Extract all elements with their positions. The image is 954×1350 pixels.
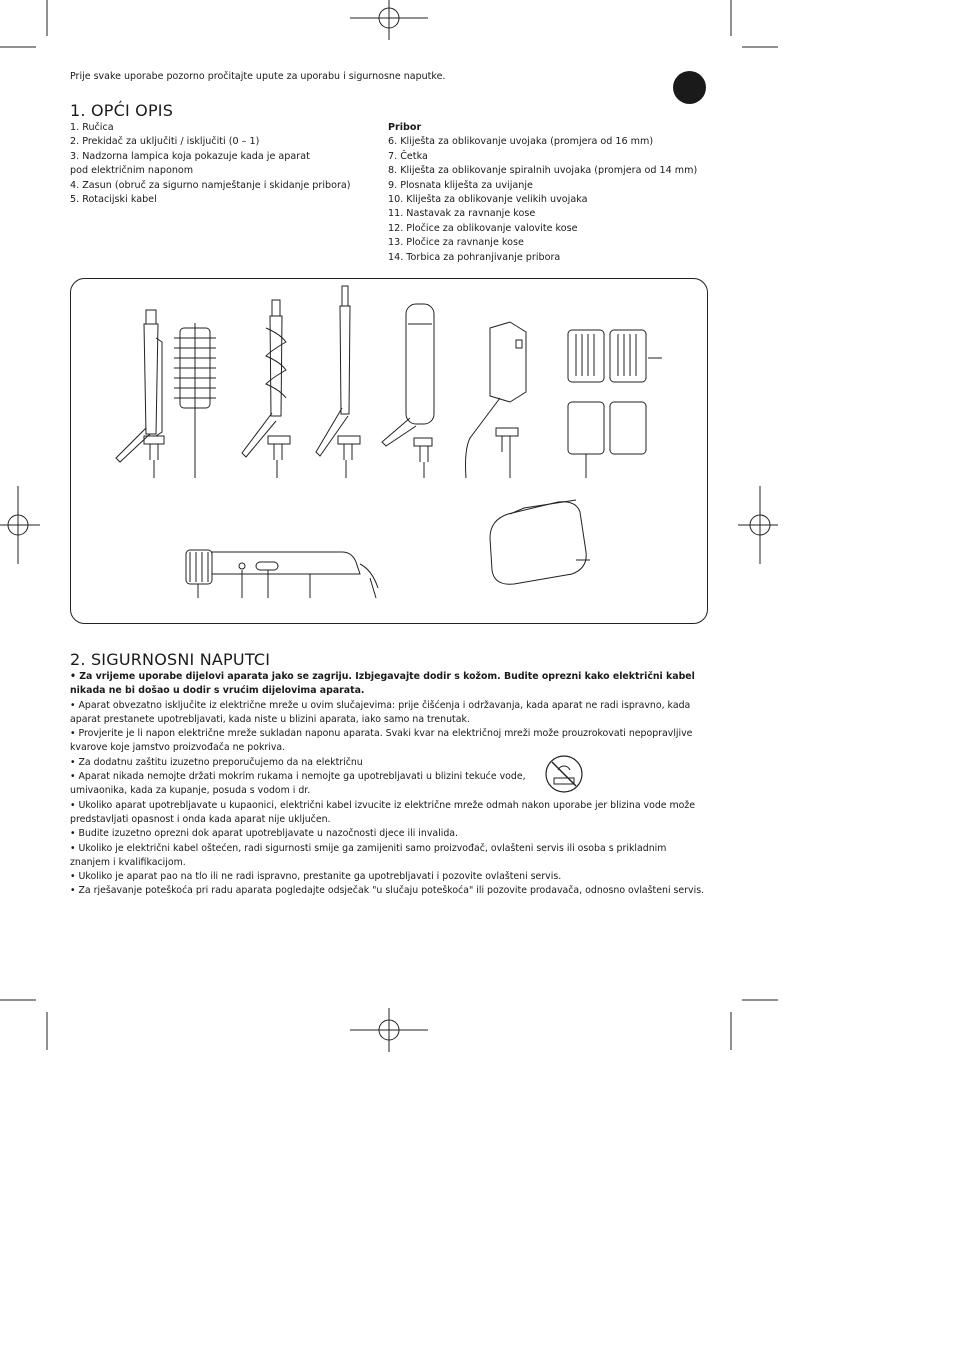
list-item: 12. Pločice za oblikovanje valovite kose: [388, 222, 578, 234]
list-item: 3. Nadzorna lampica koja pokazuje kada je aparat: [70, 150, 310, 162]
safety-paragraph: • Aparat nikada nemojte držati mokrim rukama i nemojte ga upotrebljavati u blizini tekuće vode,: [70, 771, 526, 783]
list-item: 1. Ručica: [70, 122, 114, 133]
list-item: 7. Četka: [388, 150, 428, 162]
safety-paragraph: • Provjerite je li napon električne mreže sukladan naponu aparata. Svaki kvar na električnoj mreži može prouzrokovati nepopravljive kvarove koje jamstvo proizvođača ne pokriva.: [70, 728, 693, 754]
safety-paragraph: • Ukoliko aparat upotrebljavate u kupaonici, električni kabel izvucite iz električne mreže odmah nakon uporabe jer blizina vode može predstavljati opasnost i onda kada aparat nije uključen.: [70, 799, 696, 825]
section-title-general: 1. OPĆI OPIS: [70, 101, 174, 120]
list-item: 2. Prekidač za uključiti / isključiti (0 – 1): [70, 136, 260, 148]
no-water-icon: [544, 754, 584, 794]
list-item: 13. Pločice za ravnanje kose: [388, 237, 524, 249]
list-item: 11. Nastavak za ravnanje kose: [388, 208, 536, 220]
parts-list: [70, 121, 370, 207]
list-item: 10. Kliješta za oblikovanje velikih uvojaka: [388, 194, 588, 206]
list-item: pod električnim naponom: [70, 165, 194, 177]
safety-paragraph: • Ukoliko je električni kabel oštećen, radi sigurnosti smije ga zamijeniti samo proizvođač, ovlašteni servis ili osoba s prikladnim znanjem i kvalifikacijom.: [70, 842, 667, 868]
safety-paragraph: • Aparat obvezatno isključite iz električne mreže u ovim slučajevima: prije čišćenja i održavanja, kada aparat ne radi ispravno, kada aparat prestanete upotrebljavati, kada niste u blizini aparata, iako samo na trenutak.: [70, 699, 691, 725]
product-illustration: [70, 278, 708, 624]
list-item: 4. Zasun (obruč za sigurno namještanje i skidanje pribora): [70, 179, 351, 191]
safety-paragraph: • Za rješavanje poteškoća pri radu aparata pogledajte odsječak "u slučaju poteškoća" ili pozovite prodavača, odnosno ovlašteni servis.: [70, 885, 705, 897]
safety-paragraph: umivaonika, kada za kupanje, posuda s vodom i dr.: [70, 785, 311, 797]
safety-text: [70, 670, 706, 899]
safety-paragraph: • Budite izuzetno oprezni dok aparat upotrebljavate u nazočnosti djece ili invalida.: [70, 828, 459, 840]
list-item: 5. Rotacijski kabel: [70, 194, 157, 206]
intro-text: Prije svake uporabe pozorno pročitajte upute za uporabu i sigurnosne naputke.: [70, 71, 446, 82]
accessories-list: [388, 121, 718, 265]
safety-paragraph: • Ukoliko je aparat pao na tlo ili ne radi ispravno, prestanite ga upotrebljavati i pozovite ovlašteni servis.: [70, 871, 562, 883]
list-item: 14. Torbica za pohranjivanje pribora: [388, 251, 561, 263]
safety-warning: • Za vrijeme uporabe dijelovi aparata jako se zagriju. Izbjegavajte dodir s kožom. Budite oprezni kako električni kabel nikada ne bi došao u dodir s vrućim dijelovima aparata.: [70, 671, 695, 697]
safety-paragraph: • Za dodatnu zaštitu izuzetno preporučujemo da na električnu: [70, 756, 363, 768]
accessories-title: Pribor: [388, 122, 422, 133]
list-item: 9. Plosnata kliješta za uvijanje: [388, 179, 533, 191]
section-title-safety: 2. SIGURNOSNI NAPUTCI: [70, 650, 271, 669]
language-badge: [673, 71, 706, 104]
list-item: 6. Kliješta za oblikovanje uvojaka (promjera od 16 mm): [388, 136, 654, 148]
list-item: 8. Kliješta za oblikovanje spiralnih uvojaka (promjera od 14 mm): [388, 165, 698, 177]
